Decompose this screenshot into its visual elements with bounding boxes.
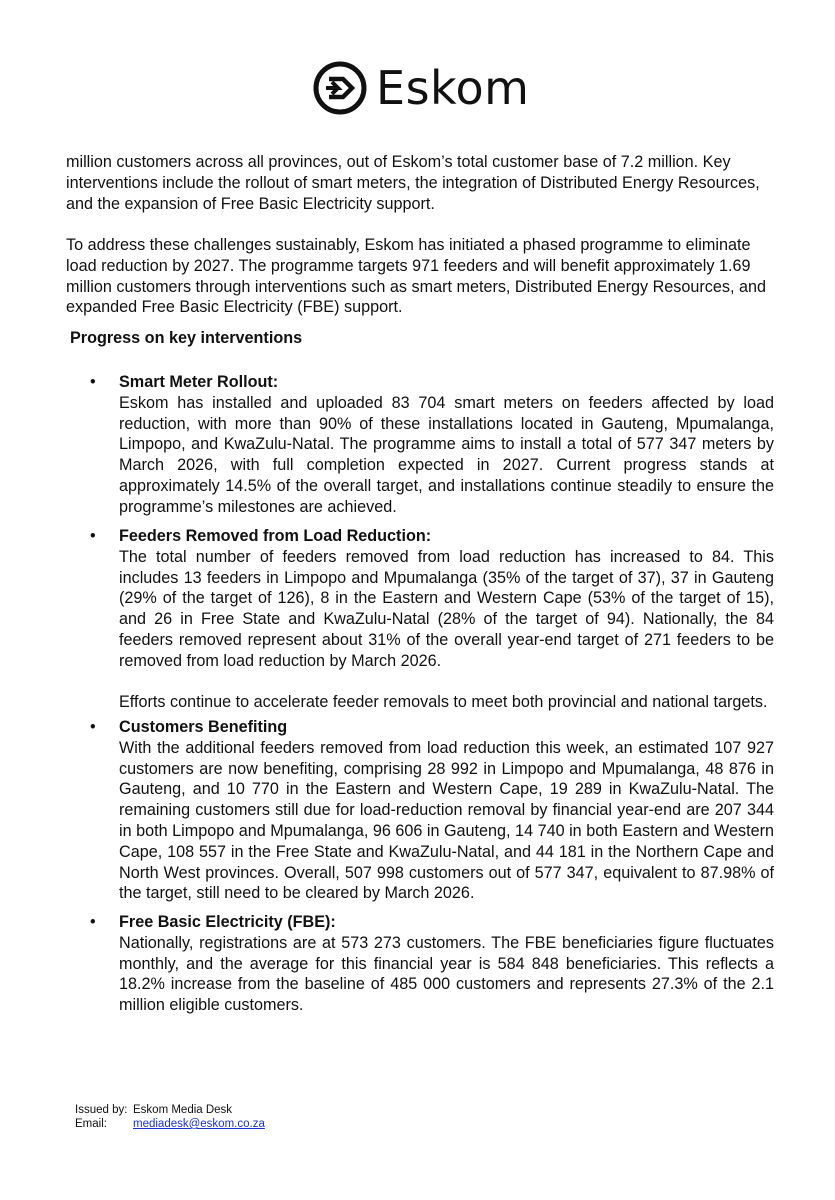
intervention-feeders-removed (119, 526, 774, 713)
bullet-icon: • (90, 913, 96, 931)
intervention-smart-meter (119, 372, 774, 518)
email-label: Email: (75, 1118, 107, 1130)
intervention-title: Free Basic Electricity (FBE): (119, 913, 336, 931)
intro-paragraph-2: To address these challenges sustainably, Eskom has initiated a phased programme to eliminate load reduction by 2027. The programme targets 971 feeders and will benefit approximately 1.69 million customers through interventions such as smart meters, Distributed Energy Resources, and expanded Free Basic Electricity (FBE) support. (66, 236, 766, 317)
intervention-title: Feeders Removed from Load Reduction: (119, 527, 432, 545)
intervention-paragraph: With the additional feeders removed from load reduction this week, an estimated 107 927 customers are now benefiting, comprising 28 992 in Limpopo and Mpumalanga, 48 876 in Gauteng, and 10 770 in the Eastern and Western Cape, 19 289 in KwaZulu-Natal. The remaining customers still due for load-reduction removal by financial year-end are 207 344 in both Limpopo and Mpumalanga, 96 606 in Gauteng, 14 740 in both Eastern and Western Cape, 108 557 in the Free State and KwaZulu-Natal, and 44 181 in the Northern Cape and North West provinces. Overall, 507 998 customers out of 577 347, equivalent to 87.98% of the target, still need to be cleared by March 2026. (119, 738, 774, 903)
bullet-icon: • (90, 718, 96, 736)
section-title: Progress on key interventions (70, 329, 303, 347)
email-row (75, 1117, 265, 1131)
intervention-title: Smart Meter Rollout: (119, 373, 279, 391)
email-link[interactable]: mediadesk@eskom.co.za (133, 1118, 265, 1130)
intervention-paragraph: Eskom has installed and uploaded 83 704 smart meters on feeders affected by load reduction, with more than 90% of these installations located in Gauteng, Mpumalanga, Limpopo, and KwaZulu-Natal. The programme aims to install a total of 577 347 meters by March 2026, with full completion expected in 2027. Current progress stands at approximately 14.5% of the overall target, and installations continue steadily to ensure the programme’s milestones are achieved. (119, 393, 774, 516)
bullet-icon: • (90, 373, 96, 391)
issued-by-row (75, 1103, 265, 1117)
intervention-customers-benefiting (119, 717, 774, 904)
intervention-title: Customers Benefiting (119, 718, 288, 736)
eskom-logo (312, 60, 529, 116)
eskom-logo-icon (312, 60, 368, 116)
issued-by-label: Issued by: (75, 1104, 128, 1116)
intervention-paragraph: Nationally, registrations are at 573 273 customers. The FBE beneficiaries figure fluctuates monthly, and the average for this financial year is 584 848 beneficiaries. This reflects a 18.2% increase from the baseline of 485 000 customers and represents 27.3% of the 2.1 million eligible customers. (119, 933, 774, 1015)
intervention-paragraph: The total number of feeders removed from load reduction has increased to 84. This includes 13 feeders in Limpopo and Mpumalanga (35% of the target of 37), 37 in Gauteng (29% of the target of 126), 8 in the Eastern and Western Cape (53% of the target of 15), and 26 in Free State and KwaZulu-Natal (28% of the target of 94). Nationally, the 84 feeders removed represent about 31% of the overall year-end target of 271 feeders to be removed from load reduction by March 2026. (119, 547, 774, 670)
intro-paragraph-1: million customers across all provinces, out of Eskom’s total customer base of 7.2 million. Key interventions include the rollout of smart meters, the integration of Distributed Energy Resources, and the expansion of Free Basic Electricity support. (66, 153, 760, 213)
brand-name: Eskom (376, 61, 530, 115)
bullet-icon: • (90, 527, 96, 545)
intervention-fbe (119, 912, 774, 1016)
intervention-paragraph: Efforts continue to accelerate feeder removals to meet both provincial and national targets. (119, 693, 768, 712)
issued-by-value: Eskom Media Desk (133, 1104, 233, 1116)
footer (75, 1103, 265, 1131)
